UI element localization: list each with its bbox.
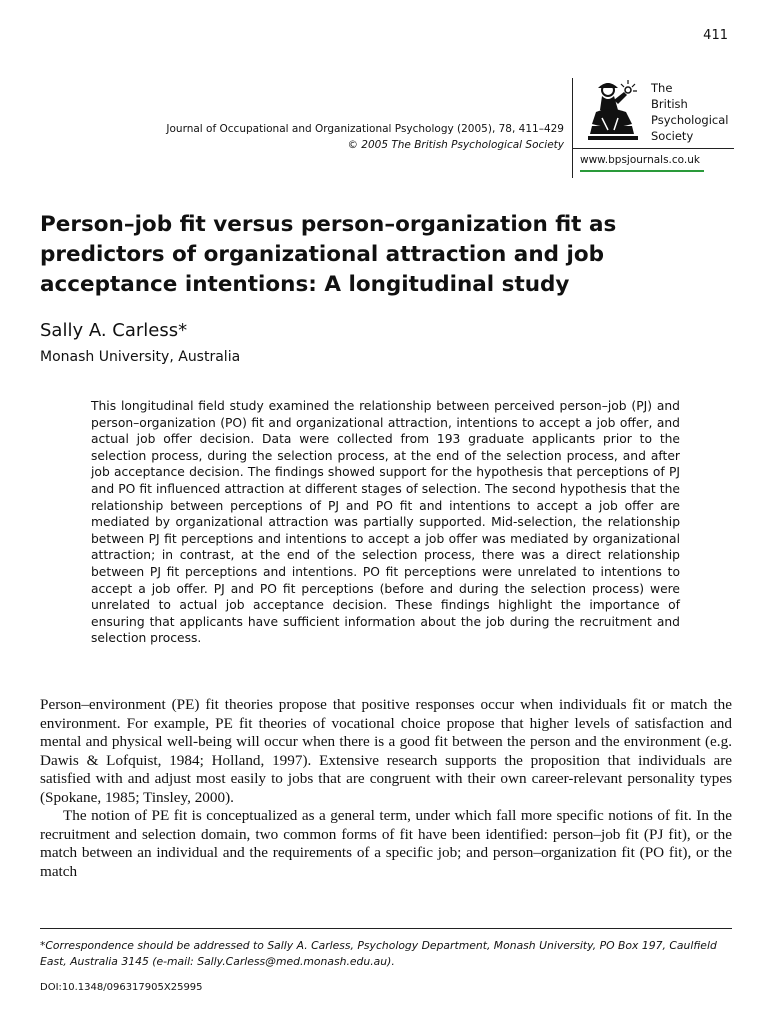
- abstract: This longitudinal field study examined the relationship between perceived person–job (PJ) and person–organization (PO) fit and organizational attraction, intentions to accept a job offer, and actual job offer decision. Data were collected from 193 graduate applicants prior to the selection process, during the selection process, at the end of the selection process, and after job acceptance decision. The findings showed support for the hypothesis that perceptions of PJ and PO fit influenced attraction at different stages of selection. The second hypothesis that the relationship between perceptions of PJ and PO fit and intentions to accept a job offer are mediated by organizational attraction was partially supported. Mid-selection, the relationship between PJ fit perceptions and intentions to accept a job offer was mediated by organizational attraction; in contrast, at the end of the selection process, there was a direct relationship between PJ fit perceptions and intentions. PO fit perceptions were unrelated to intentions to accept a job offer. PJ and PO fit perceptions (before and during the selection process) were unrelated to actual job acceptance decision. These findings highlight the importance of ensuring that applicants have sufficient information about the job during the recruitment and selection process.: [91, 399, 680, 646]
- header-divider-vertical: [572, 78, 573, 178]
- society-name-line: British: [651, 97, 688, 111]
- doi: DOI:10.1348/096317905X25995: [40, 982, 203, 993]
- society-name: [651, 80, 728, 144]
- society-name-line: The: [651, 81, 673, 95]
- header-divider-horizontal: [572, 148, 734, 149]
- body-paragraph: The notion of PE fit is conceptualized as a general term, under which fall more specific notions of fit. In the recruitment and selection domain, two common forms of fit have been identified: person–job fit (PJ fit), or the match between an individual and the requirements of a specific job; and person–organization fit (PO fit), or the match: [40, 807, 732, 880]
- body-text: [40, 696, 732, 881]
- copyright-line: © 2005 The British Psychological Society: [347, 139, 564, 151]
- footnote-divider: [40, 928, 732, 929]
- journal-url-link[interactable]: www.bpsjournals.co.uk: [580, 154, 700, 166]
- society-name-line: Psychological: [651, 113, 729, 127]
- journal-citation: Journal of Occupational and Organizational Psychology (2005), 78, 411–429: [166, 123, 564, 135]
- author-name: Sally A. Carless*: [40, 320, 188, 341]
- society-name-line: Society: [651, 129, 694, 143]
- page-number: 411: [703, 28, 728, 43]
- bps-logo-icon: [584, 78, 642, 142]
- url-underline: [580, 170, 704, 172]
- author-affiliation: Monash University, Australia: [40, 349, 241, 365]
- article-title: Person–job fit versus person–organization fit as predictors of organizational attraction and job acceptance intentions: A longitudinal study: [40, 212, 617, 297]
- correspondence-footnote: *Correspondence should be addressed to Sally A. Carless, Psychology Department, Monash University, PO Box 197, Caulfield East, Australia 3145 (e-mail: Sally.Carless@med.monash.edu.au).: [40, 939, 717, 968]
- journal-header: [40, 121, 564, 153]
- body-paragraph: Person–environment (PE) fit theories propose that positive responses occur when individuals fit or match the environment. For example, PE fit theories of vocational choice propose that higher levels of satisfaction and mental and physical well-being will occur when there is a good fit between the person and the environment (e.g. Dawis & Lofquist, 1984; Holland, 1997). Extensive research supports the proposition that individuals are satisfied with and adjust most easily to jobs that are congruent with their own career-relevant personality types (Spokane, 1985; Tinsley, 2000).: [40, 696, 732, 806]
